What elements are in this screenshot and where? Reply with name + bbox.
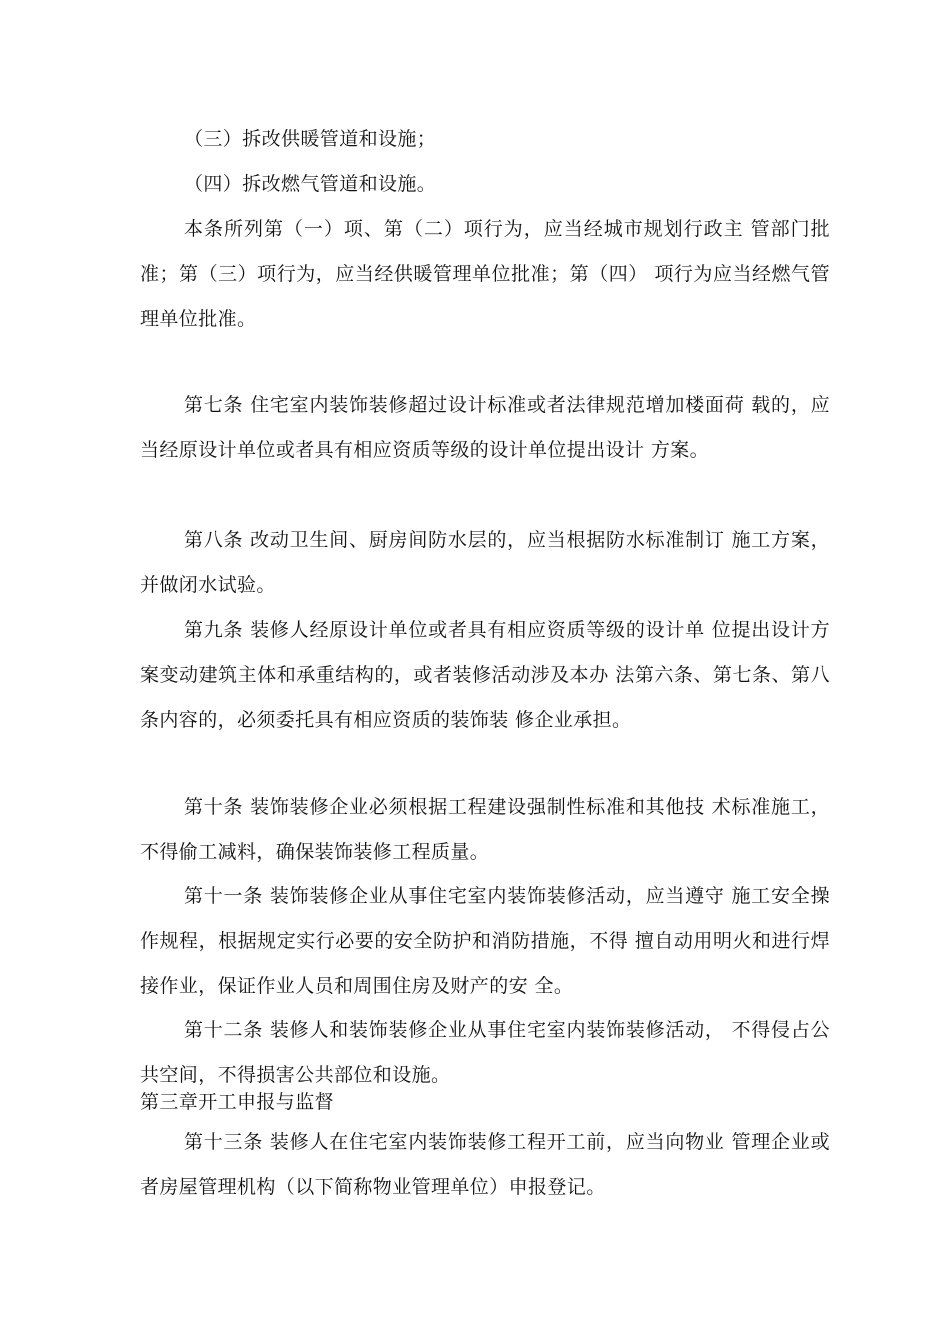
article-nine: 第九条 装修人经原设计单位或者具有相应资质等级的设计单 位提出设计方案变动建筑主体和承重结构的，或者装修活动涉及本办 法第六条、第七条、第八条内容的，必须委托具有相应资质的装饰装 修企业承担。 [140, 619, 830, 731]
article-seven: 第七条 住宅室内装饰装修超过设计标准或者法律规范增加楼面荷 载的，应当经原设计单位或者具有相应资质等级的设计单位提出设计 方案。 [140, 394, 830, 461]
approval-paragraph: 本条所列第（一）项、第（二）项行为，应当经城市规划行政主 管部门批准；第（三）项行为，应当经供暖管理单位批准；第（四） 项行为应当经燃气管理单位批准。 [140, 218, 830, 330]
chapter-heading: 第三章开工申报与监督 [140, 1091, 335, 1113]
article-twelve: 第十二条 装修人和装饰装修企业从事住宅室内装饰装修活动， 不得侵占公共空间，不得损害公共部位和设施。 [140, 1019, 830, 1086]
article-eleven: 第十一条 装饰装修企业从事住宅室内装饰装修活动，应当遵守 施工安全操作规程，根据规定实行必要的安全防护和消防措施，不得 擅自动用明火和进行焊接作业，保证作业人员和周围住房及财产的安 全。 [140, 885, 830, 997]
article-ten: 第十条 装饰装修企业必须根据工程建设强制性标准和其他技 术标准施工，不得偷工减料，确保装饰装修工程质量。 [140, 796, 830, 863]
article-eight: 第八条 改动卫生间、厨房间防水层的，应当根据防水标准制订 施工方案，并做闭水试验。 [140, 529, 830, 596]
item-three: （三）拆改供暖管道和设施； [184, 128, 437, 150]
item-four: （四）拆改燃气管道和设施。 [184, 173, 437, 195]
article-thirteen: 第十三条 装修人在住宅室内装饰装修工程开工前，应当向物业 管理企业或者房屋管理机构（以下简称物业管理单位）申报登记。 [140, 1131, 830, 1198]
